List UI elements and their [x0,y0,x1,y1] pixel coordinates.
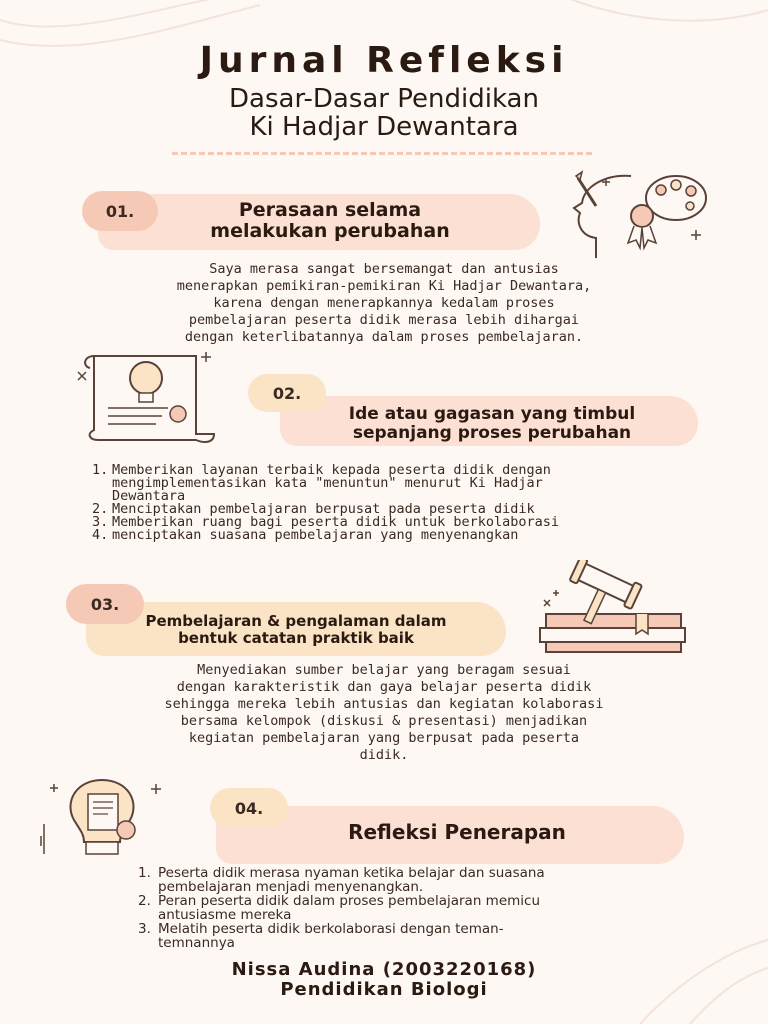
list-item-line: temnannya [158,935,235,951]
section-3-heading-line-2: bentuk catatan praktik baik [178,629,414,647]
lightbulb-document-icon [40,776,165,861]
list-item-line: antusiasme mereka [158,907,292,923]
section-2-heading-line-1: Ide atau gagasan yang timbul [348,404,636,424]
paragraph-line: didik. [359,747,409,763]
list-item-line: Peserta didik merasa nyaman ketika belajar dan suasana [158,865,545,881]
list-item-number: 2. [138,893,151,909]
section-2-number: 02. [248,374,326,412]
section-4-list [138,866,698,950]
section-3-heading [94,613,498,647]
gavel-books-icon [536,560,691,655]
subtitle-line-1: Dasar-Dasar Pendidikan [229,84,539,114]
section-1-number: 01. [82,191,158,231]
certificate-lightbulb-icon [76,350,221,445]
list-item-line: Dewantara [112,488,186,504]
section-4-number: 04. [210,788,288,828]
list-item-line: Memberikan ruang bagi peserta didik untuk berkolaborasi [112,514,560,530]
paragraph-line: kegiatan pembelajaran yang berpusat pada peserta [188,730,580,746]
paragraph-line: pembelajaran peserta didik merasa lebih dihargai [188,312,580,328]
list-item-line: Memberikan layanan terbaik kepada peserta didik dengan [112,462,551,478]
list-item-number: 3. [138,921,151,937]
section-4-heading: Refleksi Penerapan [348,820,566,844]
paragraph-line: sehingga mereka lebih antusias dan kegiatan kolaborasi [164,696,604,712]
author-name: Nissa Audina (2003220168) [231,959,537,980]
section-3-number: 03. [66,584,144,624]
page-title: Jurnal Refleksi [199,40,569,81]
author-program: Pendidikan Biologi [280,979,488,1000]
title-divider [172,152,592,155]
list-item-number: 3. [92,514,109,530]
list-item-line: Melatih peserta didik berkolaborasi dengan teman- [158,921,504,937]
list-item-number: 1. [138,865,151,881]
section-1-heading [140,200,520,242]
list-item-line: Peran peserta didik dalam proses pembelajaran memicu [158,893,541,909]
paragraph-line: dengan karakteristik dan gaya belajar peserta didik [176,679,592,695]
list-item-number: 4. [92,527,109,543]
list-item [138,866,698,894]
paragraph-line: menerapkan pemikiran-pemikiran Ki Hadjar Dewantara, [176,278,592,294]
list-item-line: Menciptakan pembelajaran berpusat pada peserta didik [112,501,535,517]
subtitle-line-2: Ki Hadjar Dewantara [249,112,519,142]
list-item-number: 1. [92,462,109,478]
list-item-line: mengimplementasikan kata "menuntun" menurut Ki Hadjar [112,475,543,491]
section-3-heading-line-1: Pembelajaran & pengalaman dalam [145,612,447,630]
list-item-line: pembelajaran menjadi menyenangkan. [158,879,424,895]
paragraph-line: dengan keterlibatannya dalam proses pembelajaran. [184,329,584,345]
list-item-number: 2. [92,501,109,517]
list-item [138,894,698,922]
section-1-heading-line-1: Perasaan selama [238,199,422,221]
list-item [92,464,702,503]
head-palette-award-icon [566,168,716,263]
paragraph-line: Saya merasa sangat bersemangat dan antusias [209,261,559,277]
section-2-list [92,464,702,542]
list-item [92,529,702,542]
section-2-heading-line-2: sepanjang proses perubahan [352,423,632,443]
paragraph-line: karena dengan menerapkannya kedalam proses [213,295,555,311]
list-item [138,922,698,950]
section-3-paragraph [60,662,708,764]
section-1-paragraph [60,261,708,346]
list-item-line: menciptakan suasana pembelajaran yang menyenangkan [112,527,519,543]
paragraph-line: bersama kelompok (diskusi & presentasi) menjadikan [180,713,588,729]
section-1-heading-line-2: melakukan perubahan [210,220,450,242]
section-2-heading [296,405,688,443]
paragraph-line: Menyediakan sumber belajar yang beragam sesuai [197,662,571,678]
